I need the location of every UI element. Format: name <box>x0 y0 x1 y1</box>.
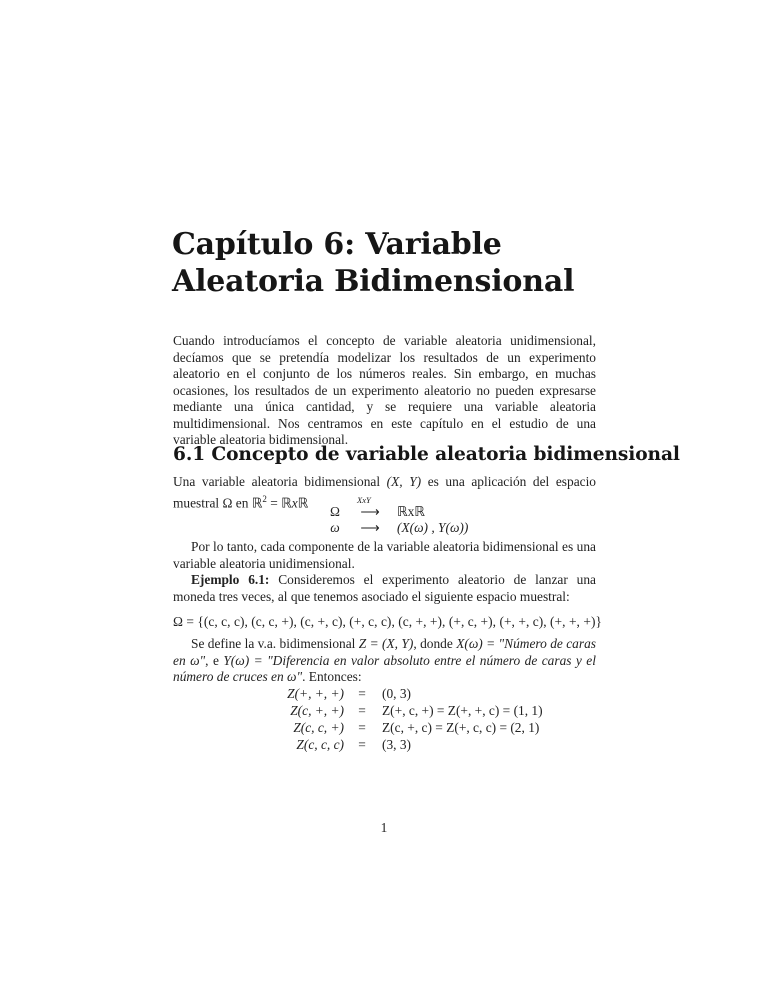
define-x: X(ω) = "Número de caras en ω" <box>173 636 596 668</box>
mapping-image: (X(ω) , Y(ω)) <box>397 520 469 535</box>
consequence-paragraph: Por lo tanto, cada componente de la variable aleatoria bidimensional es una variable aleatoria unidimensional. <box>173 539 596 571</box>
define-text-1: Se define la v.a. bidimensional <box>191 636 359 651</box>
intro-paragraph: Cuando introducíamos el concepto de variable aleatoria unidimensional, decíamos que se pretendía modelizar los resultados de un experimento aleatorio en el conjunto de los números reales. Sin embargo, en muchas ocasiones, los resultados de un experimento aleatorio no pueden expresarse mediante una única cantidad, y se requiere una variable aleatoria multidimensional. Nos centramos en este capítulo en el estudio de una variable aleatoria bidimensional. <box>173 333 596 447</box>
define-text-2: , donde <box>413 636 457 651</box>
mapping-arrow-icon: ⟶ <box>360 520 380 535</box>
equals-sign: = <box>358 703 366 718</box>
equals-sign: = <box>358 737 366 752</box>
definition-text-4: ℝ <box>297 494 309 510</box>
example-label: Ejemplo 6.1: <box>191 572 270 587</box>
equation-rhs: Z(+, c, +) = Z(+, +, c) = (1, 1) <box>382 703 543 718</box>
definition-text-3: = ℝ <box>266 494 292 510</box>
example-text: Consideremos el experimento aleatorio de lanzar una moneda tres veces, al que tenemos asociado el siguiente espacio muestral: <box>173 572 596 604</box>
mapping-domain: Ω <box>330 504 340 519</box>
equation-rhs: (3, 3) <box>382 737 412 752</box>
define-y: Y(ω) = "Diferencia en valor absoluto entre el número de caras y el número de cruces en ω" <box>173 652 596 684</box>
definition-text-2: es una aplicación del espacio muestral Ω en ℝ <box>173 474 597 510</box>
section-title: 6.1 Concepto de variable aleatoria bidimensional <box>173 444 680 465</box>
mapping-arrow-icon: ⟶ <box>360 504 380 519</box>
example-paragraph <box>173 572 596 605</box>
define-text-3: , e <box>205 652 224 668</box>
definition-text-1: Una variable aleatoria bidimensional <box>173 474 387 489</box>
chapter-title <box>172 226 574 300</box>
mapping-element: ω <box>330 520 340 535</box>
define-z: Z = (X, Y) <box>358 636 414 651</box>
chapter-title-line-2: Aleatoria Bidimensional <box>172 264 575 299</box>
equation-lhs: Z(c, c, +) <box>293 720 344 735</box>
define-text-4: . Entonces: <box>302 669 362 684</box>
mapping-codomain: ℝxℝ <box>397 504 425 519</box>
equals-sign: = <box>358 720 366 735</box>
definition-superscript: 2 <box>262 493 267 504</box>
equals-sign: = <box>358 686 366 701</box>
equation-rhs: (0, 3) <box>382 686 412 701</box>
equation-lhs: Z(+, +, +) <box>287 686 344 701</box>
equation-lhs: Z(c, +, +) <box>290 703 344 718</box>
page-number: 1 <box>380 820 388 835</box>
define-paragraph <box>173 636 596 686</box>
definition-math-xy: (X, Y) <box>386 474 422 489</box>
definition-x: x <box>291 494 298 510</box>
chapter-title-line-1: Capítulo 6: Variable <box>172 227 502 262</box>
equation-rhs: Z(c, +, c) = Z(+, c, c) = (2, 1) <box>382 720 540 735</box>
sample-space-equation: Ω = {(c, c, c), (c, c, +), (c, +, c), (+, c, c), (c, +, +), (+, c, +), (+, +, c), (+, +, +)} <box>173 614 602 629</box>
equation-lhs: Z(c, c, c) <box>296 737 344 752</box>
mapping-arrow-label: XxY <box>357 495 371 505</box>
